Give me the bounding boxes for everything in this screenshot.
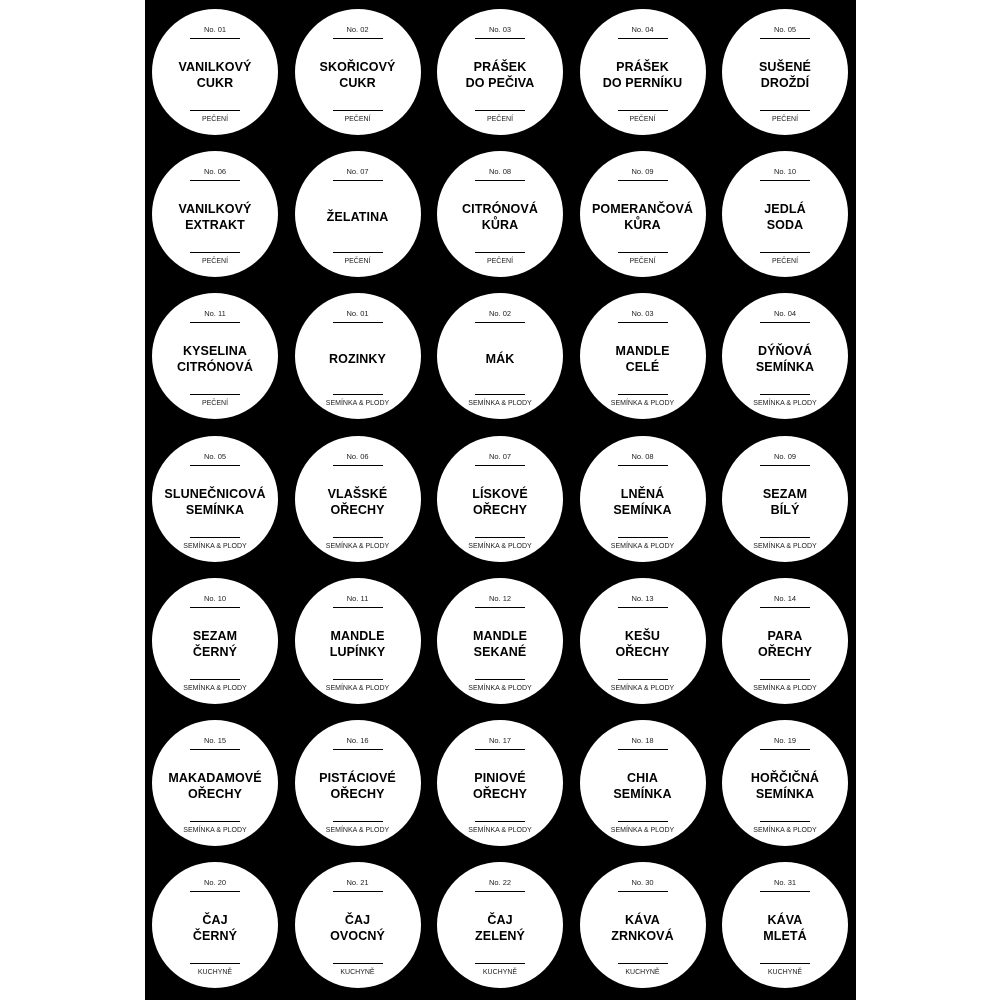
label-name: SEZAM BÍLÝ (762, 486, 808, 517)
label-bottom-rule (760, 679, 810, 680)
label-bottom-rule (190, 394, 240, 395)
label-top-rule (618, 38, 668, 39)
label-bottom-rule (333, 537, 383, 538)
label-name: PRÁŠEK DO PERNÍKU (602, 60, 683, 90)
label-category: SEMÍNKA & PLODY (610, 684, 675, 692)
label-name: MAKADAMOVÉ OŘECHY (168, 771, 262, 801)
jar-label (152, 578, 278, 704)
label-bottom-rule (475, 537, 525, 538)
label-category: PEČENÍ (344, 258, 371, 266)
label-bottom-rule (618, 821, 668, 822)
jar-label (580, 9, 706, 135)
label-top-rule (475, 322, 525, 323)
label-number: No. 07 (488, 451, 512, 461)
label-number: No. 12 (488, 593, 512, 603)
label-number: No. 15 (203, 736, 227, 745)
label-category: SEMÍNKA & PLODY (183, 542, 247, 550)
label-category: SEMÍNKA & PLODY (325, 827, 390, 834)
label-category: PEČENÍ (201, 116, 229, 123)
jar-label (580, 436, 706, 562)
label-name: VANILKOVÝ CUKR (178, 60, 252, 90)
label-name: KYSELINA CITRÓNOVÁ (177, 344, 253, 375)
label-top-rule (760, 607, 810, 608)
label-bottom-rule (190, 679, 240, 680)
label-name: CHIA SEMÍNKA (613, 771, 672, 801)
label-category: SEMÍNKA & PLODY (325, 684, 390, 692)
label-bottom-rule (190, 110, 240, 111)
label-sheet (145, 0, 856, 1000)
label-name: ČAJ OVOCNÝ (330, 913, 385, 944)
jar-label (437, 862, 563, 988)
label-number: No. 30 (631, 878, 654, 888)
jar-label (722, 862, 848, 988)
label-number: No. 31 (773, 878, 797, 888)
jar-label (722, 151, 848, 277)
label-number: No. 20 (203, 878, 227, 888)
label-number: No. 05 (203, 451, 227, 461)
label-name: KÁVA MLETÁ (763, 913, 807, 944)
label-number: No. 02 (488, 309, 512, 319)
label-bottom-rule (618, 537, 668, 538)
label-number: No. 03 (488, 25, 512, 34)
label-top-rule (760, 180, 810, 181)
label-category: SEMÍNKA & PLODY (610, 827, 675, 834)
label-bottom-rule (760, 963, 810, 964)
label-bottom-rule (760, 110, 810, 111)
label-top-rule (333, 180, 383, 181)
label-name: POMERANČOVÁ KŮRA (591, 202, 694, 233)
label-top-rule (760, 465, 810, 466)
label-name: PRÁŠEK DO PEČIVA (465, 60, 535, 90)
jar-label (722, 578, 848, 704)
label-bottom-rule (333, 679, 383, 680)
label-category: SEMÍNKA & PLODY (753, 827, 817, 834)
label-top-rule (190, 322, 240, 323)
jar-label (295, 9, 421, 135)
label-name: MANDLE CELÉ (615, 344, 670, 375)
label-bottom-rule (760, 394, 810, 395)
label-category: SEMÍNKA & PLODY (468, 827, 532, 834)
jar-label (152, 9, 278, 135)
label-number: No. 04 (773, 309, 797, 319)
label-name: ČAJ ČERNÝ (192, 913, 238, 944)
label-category: PEČENÍ (201, 400, 229, 408)
jar-label (580, 293, 706, 419)
label-top-rule (618, 749, 668, 750)
label-name: LÍSKOVÉ OŘECHY (472, 486, 528, 517)
label-name: DÝŇOVÁ SEMÍNKA (755, 344, 815, 375)
jar-label (437, 720, 563, 846)
jar-label (437, 293, 563, 419)
label-name: HOŘČIČNÁ SEMÍNKA (750, 771, 820, 801)
jar-label (437, 151, 563, 277)
label-category: PEČENÍ (629, 116, 656, 123)
label-bottom-rule (618, 679, 668, 680)
jar-label (295, 862, 421, 988)
label-top-rule (618, 891, 668, 892)
label-category: KUCHYNĚ (482, 969, 518, 977)
jar-label (580, 862, 706, 988)
label-bottom-rule (475, 394, 525, 395)
label-category: PEČENÍ (771, 258, 799, 266)
label-bottom-rule (618, 252, 668, 253)
label-name: CITRÓNOVÁ KŮRA (462, 202, 538, 233)
label-top-rule (475, 891, 525, 892)
label-category: PEČENÍ (771, 116, 799, 123)
jar-label (437, 578, 563, 704)
label-name: PARA OŘECHY (757, 628, 813, 659)
label-name: VANILKOVÝ EXTRAKT (178, 202, 252, 233)
label-number: No. 18 (631, 736, 654, 745)
label-bottom-rule (618, 963, 668, 964)
jar-label (295, 151, 421, 277)
label-name: SUŠENÉ DROŽDÍ (758, 60, 811, 90)
jar-label (580, 578, 706, 704)
label-bottom-rule (190, 252, 240, 253)
jar-label (152, 293, 278, 419)
label-number: No. 07 (346, 167, 369, 177)
label-top-rule (475, 180, 525, 181)
label-category: KUCHYNĚ (767, 969, 803, 977)
jar-label (295, 720, 421, 846)
label-name: PISTÁCIOVÉ OŘECHY (319, 771, 396, 801)
jar-label (580, 720, 706, 846)
label-bottom-rule (333, 394, 383, 395)
label-top-rule (760, 322, 810, 323)
label-category: PEČENÍ (486, 258, 514, 266)
label-top-rule (190, 38, 240, 39)
label-top-rule (190, 465, 240, 466)
label-top-rule (618, 322, 668, 323)
label-name: ČAJ ZELENÝ (475, 913, 525, 944)
label-top-rule (760, 38, 810, 39)
label-name: ŽELATINA (326, 210, 389, 225)
label-name: MANDLE SEKANÉ (472, 628, 528, 659)
label-top-rule (190, 749, 240, 750)
label-bottom-rule (333, 963, 383, 964)
label-top-rule (760, 891, 810, 892)
label-bottom-rule (190, 821, 240, 822)
jar-label (722, 293, 848, 419)
label-category: SEMÍNKA & PLODY (183, 827, 247, 834)
label-category: SEMÍNKA & PLODY (325, 542, 390, 550)
label-name: SEZAM ČERNÝ (192, 628, 238, 659)
label-category: KUCHYNĚ (625, 969, 660, 977)
label-top-rule (333, 891, 383, 892)
label-name: JEDLÁ SODA (764, 202, 806, 233)
label-top-rule (333, 38, 383, 39)
label-bottom-rule (618, 110, 668, 111)
jar-label (722, 9, 848, 135)
label-category: PEČENÍ (629, 258, 656, 266)
label-name: ROZINKY (329, 352, 386, 367)
label-name: LNĚNÁ SEMÍNKA (613, 486, 672, 517)
label-name: PINIOVÉ OŘECHY (472, 771, 528, 801)
label-number: No. 01 (346, 309, 369, 319)
label-top-rule (333, 607, 383, 608)
label-category: SEMÍNKA & PLODY (325, 400, 390, 408)
label-category: SEMÍNKA & PLODY (468, 542, 532, 550)
label-bottom-rule (333, 110, 383, 111)
label-top-rule (475, 607, 525, 608)
jar-label (152, 436, 278, 562)
label-number: No. 19 (773, 736, 797, 745)
label-top-rule (190, 607, 240, 608)
label-number: No. 17 (488, 736, 512, 745)
label-number: No. 14 (773, 593, 797, 603)
jar-label (437, 9, 563, 135)
label-category: SEMÍNKA & PLODY (183, 684, 247, 692)
label-number: No. 11 (346, 593, 369, 603)
label-number: No. 10 (203, 593, 227, 603)
label-bottom-rule (618, 394, 668, 395)
label-number: No. 02 (346, 25, 369, 34)
label-name: MANDLE LUPÍNKY (329, 628, 386, 659)
label-top-rule (618, 607, 668, 608)
jar-label (295, 293, 421, 419)
label-number: No. 11 (204, 309, 226, 319)
label-number: No. 08 (488, 167, 512, 177)
label-category: SEMÍNKA & PLODY (753, 542, 817, 550)
jar-label (295, 578, 421, 704)
label-bottom-rule (475, 252, 525, 253)
label-number: No. 06 (203, 167, 227, 177)
label-name: KÁVA ZRNKOVÁ (611, 913, 674, 944)
label-category: SEMÍNKA & PLODY (753, 684, 817, 692)
jar-label (152, 151, 278, 277)
label-number: No. 04 (631, 25, 654, 34)
label-category: KUCHYNĚ (197, 969, 233, 977)
label-category: SEMÍNKA & PLODY (468, 400, 532, 408)
label-top-rule (475, 38, 525, 39)
jar-label (295, 436, 421, 562)
label-bottom-rule (333, 821, 383, 822)
label-top-rule (190, 180, 240, 181)
label-number: No. 06 (346, 451, 369, 461)
label-number: No. 13 (631, 593, 654, 603)
label-bottom-rule (475, 679, 525, 680)
label-bottom-rule (190, 963, 240, 964)
label-number: No. 10 (773, 167, 797, 177)
label-bottom-rule (760, 537, 810, 538)
label-top-rule (475, 749, 525, 750)
label-category: PEČENÍ (344, 116, 371, 123)
label-category: PEČENÍ (201, 258, 229, 266)
label-top-rule (333, 322, 383, 323)
label-bottom-rule (190, 537, 240, 538)
label-top-rule (475, 465, 525, 466)
label-bottom-rule (333, 252, 383, 253)
jar-label (152, 720, 278, 846)
label-bottom-rule (760, 252, 810, 253)
label-number: No. 16 (346, 736, 369, 745)
label-top-rule (333, 465, 383, 466)
label-top-rule (190, 891, 240, 892)
label-number: No. 22 (488, 878, 512, 888)
label-name: KEŠU OŘECHY (615, 628, 670, 659)
label-category: KUCHYNĚ (340, 969, 375, 977)
label-number: No. 08 (631, 451, 654, 461)
label-top-rule (333, 749, 383, 750)
label-top-rule (618, 180, 668, 181)
label-category: PEČENÍ (486, 116, 514, 123)
label-number: No. 05 (773, 25, 797, 34)
label-bottom-rule (475, 963, 525, 964)
label-bottom-rule (475, 821, 525, 822)
label-bottom-rule (475, 110, 525, 111)
label-bottom-rule (760, 821, 810, 822)
label-category: SEMÍNKA & PLODY (753, 400, 817, 408)
label-name: VLAŠSKÉ OŘECHY (327, 486, 388, 517)
jar-label (722, 436, 848, 562)
jar-label (722, 720, 848, 846)
label-name: MÁK (485, 352, 515, 367)
label-number: No. 01 (203, 25, 227, 34)
label-top-rule (760, 749, 810, 750)
label-name: SKOŘICOVÝ CUKR (319, 60, 396, 90)
label-top-rule (618, 465, 668, 466)
label-number: No. 09 (631, 167, 654, 177)
jar-label (580, 151, 706, 277)
jar-label (152, 862, 278, 988)
label-category: SEMÍNKA & PLODY (468, 684, 532, 692)
label-number: No. 03 (631, 309, 654, 319)
label-category: SEMÍNKA & PLODY (610, 542, 675, 550)
label-category: SEMÍNKA & PLODY (610, 400, 675, 408)
label-number: No. 09 (773, 451, 797, 461)
label-name: SLUNEČNICOVÁ SEMÍNKA (164, 486, 266, 517)
label-number: No. 21 (346, 878, 369, 888)
jar-label (437, 436, 563, 562)
